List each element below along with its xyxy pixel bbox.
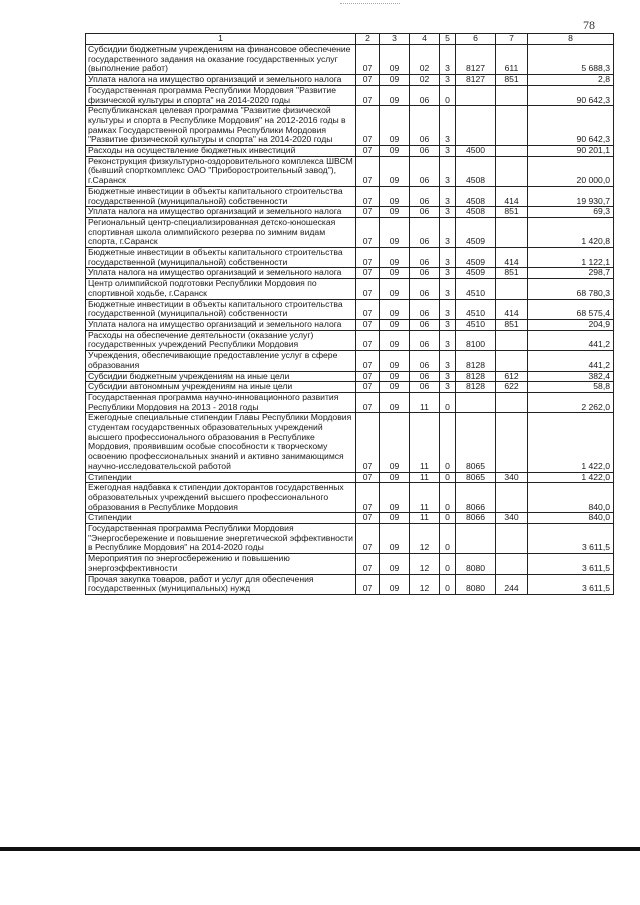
row-subsection-cell: 09 [380,413,410,472]
row-expense-type-cell: 851 [496,319,528,330]
row-amount-cell: 2 262,0 [528,392,614,412]
header-row [86,34,614,45]
row-section-cell: 07 [356,106,380,146]
row-section-cell: 07 [356,413,380,472]
row-item-cell: 8128 [456,351,496,371]
row-name-cell: Стипендии [86,513,356,524]
row-subsection-cell: 09 [380,554,410,574]
row-expense-type-cell [496,156,528,186]
row-amount-cell: 58,8 [528,382,614,393]
row-program-cell: 06 [410,207,440,218]
row-subsection-cell: 09 [380,513,410,524]
row-subprogram-cell: 3 [440,279,456,299]
row-program-cell: 06 [410,106,440,146]
row-item-cell [456,392,496,412]
row-program-cell: 02 [410,75,440,86]
row-name-cell: Субсидии автономным учреждениям на иные цели [86,382,356,393]
row-name-cell: Субсидии бюджетным учреждениям на иные цели [86,371,356,382]
row-expense-type-cell: 414 [496,248,528,268]
row-amount-cell: 204,9 [528,319,614,330]
row-expense-type-cell: 244 [496,574,528,594]
row-section-cell: 07 [356,268,380,279]
row-name-cell: Мероприятия по энергосбережению и повышению энергоэффективности [86,554,356,574]
row-amount-cell: 840,0 [528,483,614,513]
row-name-cell: Расходы на осуществление бюджетных инвестиций [86,146,356,157]
row-program-cell: 06 [410,156,440,186]
row-name-cell: Бюджетные инвестиции в объекты капитального строительства государственной (муниципальной) собственности [86,186,356,206]
row-name-cell: Ежегодные специальные стипендии Главы Республики Мордовия студентам государственных образовательных учреждений высшего профессионального образования в Республике Мордовия, проявившим особые способности к творческому освоению профессиональных знаний и активно занимающимся научно-исследовательской работой [86,413,356,472]
row-expense-type-cell [496,554,528,574]
row-amount-cell: 5 688,3 [528,45,614,75]
row-section-cell: 07 [356,392,380,412]
row-amount-cell: 3 611,5 [528,554,614,574]
row-program-cell: 11 [410,483,440,513]
header-col-6: 6 [456,34,496,45]
row-item-cell: 4510 [456,319,496,330]
row-amount-cell: 840,0 [528,513,614,524]
row-subprogram-cell: 3 [440,371,456,382]
row-program-cell: 06 [410,85,440,105]
row-section-cell: 07 [356,513,380,524]
header-col-8: 8 [528,34,614,45]
row-item-cell: 4509 [456,217,496,247]
row-amount-cell: 1 122,1 [528,248,614,268]
row-expense-type-cell [496,85,528,105]
row-subsection-cell: 09 [380,248,410,268]
table-row [86,186,614,206]
row-subprogram-cell: 0 [440,472,456,483]
row-expense-type-cell: 851 [496,268,528,279]
row-subsection-cell: 09 [380,319,410,330]
row-subprogram-cell: 3 [440,217,456,247]
row-subsection-cell: 09 [380,207,410,218]
row-item-cell: 4508 [456,156,496,186]
header-col-5: 5 [440,34,456,45]
row-amount-cell: 298,7 [528,268,614,279]
row-subprogram-cell: 3 [440,146,456,157]
row-item-cell: 8065 [456,472,496,483]
row-program-cell: 06 [410,248,440,268]
row-amount-cell: 1 422,0 [528,472,614,483]
table-row [86,207,614,218]
row-name-cell: Центр олимпийской подготовки Республики Мордовия по спортивной ходьбе, г.Саранск [86,279,356,299]
table-row [86,85,614,105]
row-amount-cell: 90 642,3 [528,106,614,146]
table-row [86,75,614,86]
row-section-cell: 07 [356,248,380,268]
table-row [86,279,614,299]
table-row [86,319,614,330]
row-name-cell: Ежегодная надбавка к стипендии докторантов государственных образовательных учреждений высшего профессионального образования в Республике Мордовия [86,483,356,513]
row-subprogram-cell: 3 [440,330,456,350]
row-amount-cell: 90 642,3 [528,85,614,105]
row-section-cell: 07 [356,207,380,218]
table-row [86,472,614,483]
table-row [86,413,614,472]
table-body [86,45,614,595]
table-row [86,382,614,393]
row-expense-type-cell: 414 [496,186,528,206]
table-row [86,330,614,350]
row-name-cell: Бюджетные инвестиции в объекты капитального строительства государственной (муниципальной) собственности [86,248,356,268]
row-section-cell: 07 [356,186,380,206]
row-program-cell: 12 [410,554,440,574]
row-item-cell: 8100 [456,330,496,350]
row-program-cell: 06 [410,319,440,330]
row-subsection-cell: 09 [380,392,410,412]
row-name-cell: Реконструкция физкультурно-оздоровительного комплекса ШВСМ (бывший спорткомплекс ОАО "Приборостроительный завод"), г.Саранск [86,156,356,186]
row-section-cell: 07 [356,472,380,483]
page-number: 78 [583,18,595,32]
row-expense-type-cell: 851 [496,207,528,218]
row-subsection-cell: 09 [380,146,410,157]
row-subsection-cell: 09 [380,524,410,554]
row-subprogram-cell: 3 [440,186,456,206]
row-subsection-cell: 09 [380,268,410,279]
row-subprogram-cell: 3 [440,268,456,279]
row-amount-cell: 19 930,7 [528,186,614,206]
row-subprogram-cell: 3 [440,382,456,393]
row-name-cell: Расходы на обеспечение деятельности (оказание услуг) государственных учреждений Республики Мордовия [86,330,356,350]
row-section-cell: 07 [356,330,380,350]
row-item-cell: 4510 [456,279,496,299]
table-row [86,574,614,594]
table-row [86,156,614,186]
row-expense-type-cell [496,351,528,371]
row-subsection-cell: 09 [380,186,410,206]
page-bottom-rule [0,847,640,851]
row-expense-type-cell: 611 [496,45,528,75]
row-section-cell: 07 [356,75,380,86]
row-item-cell: 8128 [456,382,496,393]
row-subsection-cell: 09 [380,574,410,594]
row-expense-type-cell [496,106,528,146]
row-subprogram-cell: 3 [440,156,456,186]
row-subprogram-cell: 0 [440,524,456,554]
row-name-cell: Уплата налога на имущество организаций и земельного налога [86,268,356,279]
row-item-cell: 8066 [456,483,496,513]
row-subsection-cell: 09 [380,382,410,393]
row-amount-cell: 68 575,4 [528,299,614,319]
row-name-cell: Уплата налога на имущество организаций и земельного налога [86,75,356,86]
row-item-cell: 4509 [456,248,496,268]
table-row [86,106,614,146]
row-program-cell: 06 [410,146,440,157]
row-subprogram-cell: 0 [440,413,456,472]
row-subsection-cell: 09 [380,330,410,350]
row-program-cell: 06 [410,217,440,247]
table-row [86,371,614,382]
row-amount-cell: 441,2 [528,351,614,371]
table-row [86,554,614,574]
row-name-cell: Государственная программа Республики Мордовия "Развитие физической культуры и спорта" на 2014-2020 годы [86,85,356,105]
row-name-cell: Региональный центр-специализированная детско-юношеская спортивная школа олимпийского резерва по зимним видам спорта, г.Саранск [86,217,356,247]
row-amount-cell: 20 000,0 [528,156,614,186]
row-subsection-cell: 09 [380,45,410,75]
row-subprogram-cell: 3 [440,319,456,330]
row-name-cell: Уплата налога на имущество организаций и земельного налога [86,207,356,218]
row-expense-type-cell: 340 [496,472,528,483]
row-section-cell: 07 [356,217,380,247]
row-name-cell: Уплата налога на имущество организаций и земельного налога [86,319,356,330]
row-amount-cell: 69,3 [528,207,614,218]
row-subprogram-cell: 0 [440,513,456,524]
table-row [86,299,614,319]
row-expense-type-cell: 612 [496,371,528,382]
row-program-cell: 06 [410,279,440,299]
row-section-cell: 07 [356,574,380,594]
row-expense-type-cell: 414 [496,299,528,319]
row-expense-type-cell [496,146,528,157]
row-expense-type-cell [496,483,528,513]
row-subprogram-cell: 0 [440,85,456,105]
row-subprogram-cell: 3 [440,207,456,218]
row-amount-cell: 1 422,0 [528,413,614,472]
row-subsection-cell: 09 [380,75,410,86]
budget-table [85,33,614,595]
row-name-cell: Учреждения, обеспечивающие предоставление услуг в сфере образования [86,351,356,371]
row-item-cell: 4510 [456,299,496,319]
row-expense-type-cell [496,330,528,350]
row-program-cell: 12 [410,574,440,594]
row-subprogram-cell: 3 [440,75,456,86]
row-subsection-cell: 09 [380,106,410,146]
row-section-cell: 07 [356,371,380,382]
row-program-cell: 06 [410,299,440,319]
row-section-cell: 07 [356,554,380,574]
row-program-cell: 06 [410,371,440,382]
row-item-cell: 4508 [456,186,496,206]
row-section-cell: 07 [356,45,380,75]
row-subprogram-cell: 0 [440,392,456,412]
table-row [86,392,614,412]
row-name-cell: Республиканская целевая программа "Развитие физической культуры и спорта в Республике Мордовия" на 2012-2016 годы в рамках Государственной программы Республики Мордовия "Развитие физической культуры и спорта" на 2014-2020 годы [86,106,356,146]
row-subprogram-cell: 0 [440,554,456,574]
row-item-cell [456,106,496,146]
table-row [86,268,614,279]
row-amount-cell: 3 611,5 [528,574,614,594]
row-item-cell: 4500 [456,146,496,157]
row-program-cell: 06 [410,186,440,206]
row-amount-cell: 382,4 [528,371,614,382]
row-item-cell: 4509 [456,268,496,279]
row-expense-type-cell: 340 [496,513,528,524]
row-amount-cell: 68 780,3 [528,279,614,299]
row-item-cell: 8128 [456,371,496,382]
row-expense-type-cell [496,392,528,412]
row-section-cell: 07 [356,85,380,105]
row-name-cell: Бюджетные инвестиции в объекты капитального строительства государственной (муниципальной) собственности [86,299,356,319]
row-item-cell: 8127 [456,75,496,86]
row-name-cell: Прочая закупка товаров, работ и услуг для обеспечения государственных (муниципальных) нужд [86,574,356,594]
row-subsection-cell: 09 [380,156,410,186]
scan-artifact [340,3,400,6]
row-item-cell [456,85,496,105]
row-section-cell: 07 [356,279,380,299]
row-expense-type-cell: 622 [496,382,528,393]
row-subprogram-cell: 0 [440,483,456,513]
table-row [86,483,614,513]
row-program-cell: 12 [410,524,440,554]
row-item-cell: 8080 [456,574,496,594]
row-amount-cell: 1 420,8 [528,217,614,247]
row-subsection-cell: 09 [380,371,410,382]
row-amount-cell: 2,8 [528,75,614,86]
row-subprogram-cell: 3 [440,248,456,268]
row-subsection-cell: 09 [380,299,410,319]
row-expense-type-cell [496,217,528,247]
table-row [86,45,614,75]
row-section-cell: 07 [356,319,380,330]
row-program-cell: 11 [410,472,440,483]
row-name-cell: Государственная программа научно-инновационного развития Республики Мордовия на 2013 - 2018 годы [86,392,356,412]
row-section-cell: 07 [356,524,380,554]
header-col-3: 3 [380,34,410,45]
row-item-cell: 4508 [456,207,496,218]
table-row [86,351,614,371]
row-name-cell: Государственная программа Республики Мордовия "Энергосбережение и повышение энергетической эффективности в Республике Мордовия" на 2014-2020 годы [86,524,356,554]
row-subsection-cell: 09 [380,279,410,299]
row-expense-type-cell [496,279,528,299]
row-subprogram-cell: 0 [440,574,456,594]
row-amount-cell: 90 201,1 [528,146,614,157]
row-subprogram-cell: 3 [440,106,456,146]
row-section-cell: 07 [356,351,380,371]
row-section-cell: 07 [356,146,380,157]
table-row [86,248,614,268]
row-item-cell: 8066 [456,513,496,524]
row-program-cell: 11 [410,392,440,412]
row-program-cell: 11 [410,413,440,472]
row-amount-cell: 441,2 [528,330,614,350]
row-expense-type-cell: 851 [496,75,528,86]
row-program-cell: 02 [410,45,440,75]
row-program-cell: 06 [410,330,440,350]
row-expense-type-cell [496,413,528,472]
row-section-cell: 07 [356,156,380,186]
row-subsection-cell: 09 [380,472,410,483]
row-program-cell: 06 [410,382,440,393]
row-section-cell: 07 [356,382,380,393]
row-section-cell: 07 [356,299,380,319]
row-item-cell: 8065 [456,413,496,472]
table-row [86,146,614,157]
row-subsection-cell: 09 [380,351,410,371]
budget-table-container [85,33,613,595]
table-row [86,217,614,247]
row-subsection-cell: 09 [380,217,410,247]
row-program-cell: 06 [410,351,440,371]
row-program-cell: 06 [410,268,440,279]
row-subsection-cell: 09 [380,483,410,513]
row-amount-cell: 3 611,5 [528,524,614,554]
row-item-cell: 8080 [456,554,496,574]
row-name-cell: Стипендии [86,472,356,483]
row-item-cell: 8127 [456,45,496,75]
row-subprogram-cell: 3 [440,45,456,75]
row-subprogram-cell: 3 [440,351,456,371]
row-program-cell: 11 [410,513,440,524]
row-subprogram-cell: 3 [440,299,456,319]
header-col-4: 4 [410,34,440,45]
row-expense-type-cell [496,524,528,554]
table-row [86,524,614,554]
header-col-2: 2 [356,34,380,45]
table-row [86,513,614,524]
row-name-cell: Субсидии бюджетным учреждениям на финансовое обеспечение государственного задания на оказание государственных услуг (выполнение работ) [86,45,356,75]
row-subsection-cell: 09 [380,85,410,105]
header-col-7: 7 [496,34,528,45]
row-item-cell [456,524,496,554]
header-col-1: 1 [86,34,356,45]
row-section-cell: 07 [356,483,380,513]
